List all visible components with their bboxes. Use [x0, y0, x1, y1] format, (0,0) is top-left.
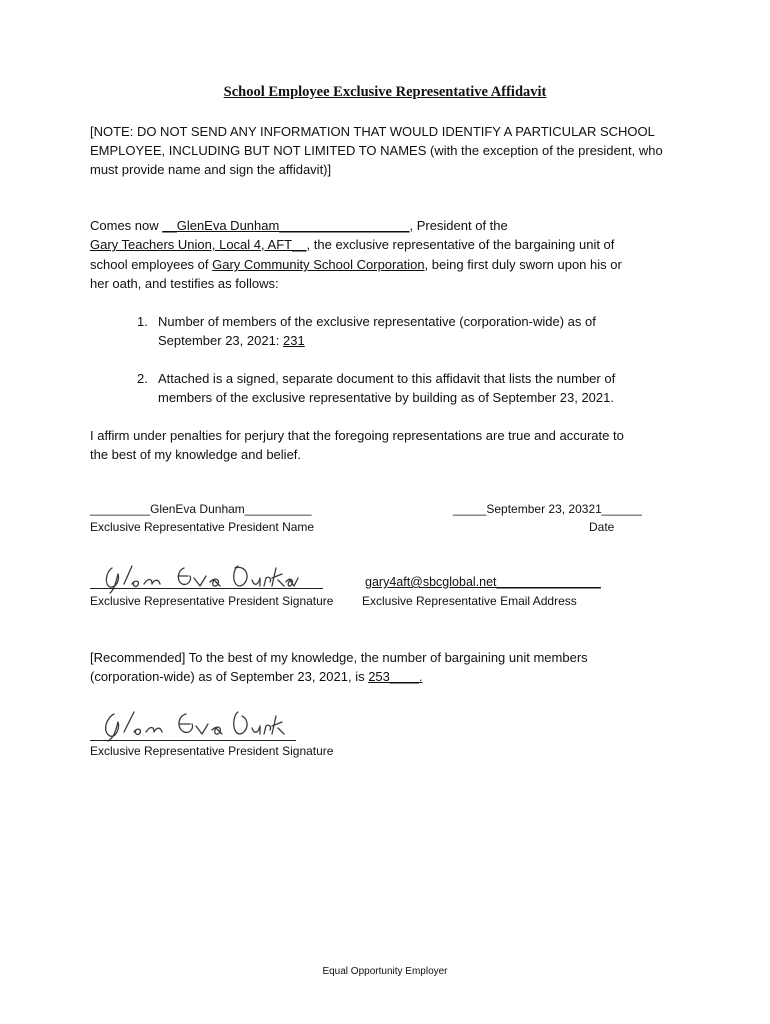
intro-line-3	[90, 255, 622, 274]
recommended-date-text: (corporation-wide) as of September 23, 2021, is	[90, 669, 369, 684]
president-name-label: Exclusive Representative President Name	[90, 520, 315, 534]
email-field: gary4aft@sbcglobal.net_______________	[365, 575, 601, 589]
president-name-fill: __GlenEva Dunham__________________,	[162, 218, 414, 233]
school-employees-text: school employees of	[90, 257, 213, 272]
footer-text: Equal Opportunity Employer	[322, 966, 448, 977]
note-line-3: must provide name and sign the affidavit)]	[90, 162, 332, 177]
item-2-line-2: members of the exclusive representative by building as of September 23, 2021.	[158, 390, 614, 405]
president-of-text: President of the	[413, 218, 508, 233]
signature-icon	[92, 706, 292, 742]
item-1-line-2	[158, 331, 305, 350]
item-2-line-1: Attached is a signed, separate document to this affidavit that lists the number of	[158, 371, 616, 386]
bargaining-unit-count-value: 253____.	[368, 669, 423, 684]
signature-line	[90, 740, 296, 741]
item-1-number: 1.	[137, 314, 148, 329]
signature-line	[90, 588, 323, 589]
recommended-line-2	[90, 667, 422, 686]
recommended-line-1: [Recommended] To the best of my knowledge, the number of bargaining unit members	[90, 650, 588, 665]
note-line-2: EMPLOYEE, INCLUDING BUT NOT LIMITED TO NAMES (with the exception of the president, who	[90, 143, 663, 158]
signature-label: Exclusive Representative President Signature	[90, 594, 334, 608]
document-title: School Employee Exclusive Representative Affidavit	[223, 84, 547, 100]
item-1-date-text: September 23, 2021:	[158, 333, 284, 348]
sworn-text: , being first duly sworn upon his or	[424, 257, 622, 272]
item-2-number: 2.	[137, 371, 148, 386]
member-count-value: 231	[283, 333, 305, 348]
date-field: _____September 23, 20321______	[453, 502, 642, 516]
intro-line-1	[90, 216, 508, 235]
intro-line-2	[90, 235, 614, 254]
date-label: Date	[589, 520, 615, 534]
item-1-line-1: Number of members of the exclusive representative (corporation-wide) as of	[158, 314, 596, 329]
president-name-field: _________GlenEva Dunham__________	[90, 502, 312, 516]
note-line-1: [NOTE: DO NOT SEND ANY INFORMATION THAT WOULD IDENTIFY A PARTICULAR SCHOOL	[90, 124, 655, 139]
union-name-fill: Gary Teachers Union, Local 4, AFT__,	[90, 237, 311, 252]
comes-now-text: Comes now	[90, 218, 163, 233]
intro-line-4: her oath, and testifies as follows:	[90, 276, 279, 291]
affirm-line-1: I affirm under penalties for perjury that the foregoing representations are true and accurate to	[90, 428, 624, 443]
corporation-name-fill: Gary Community School Corporation	[212, 257, 425, 272]
affirm-line-2: the best of my knowledge and belief.	[90, 447, 302, 462]
email-label: Exclusive Representative Email Address	[362, 594, 577, 608]
recommended-signature-label: Exclusive Representative President Signature	[90, 744, 334, 758]
exclusive-rep-text: the exclusive representative of the bargaining unit of	[310, 237, 615, 252]
